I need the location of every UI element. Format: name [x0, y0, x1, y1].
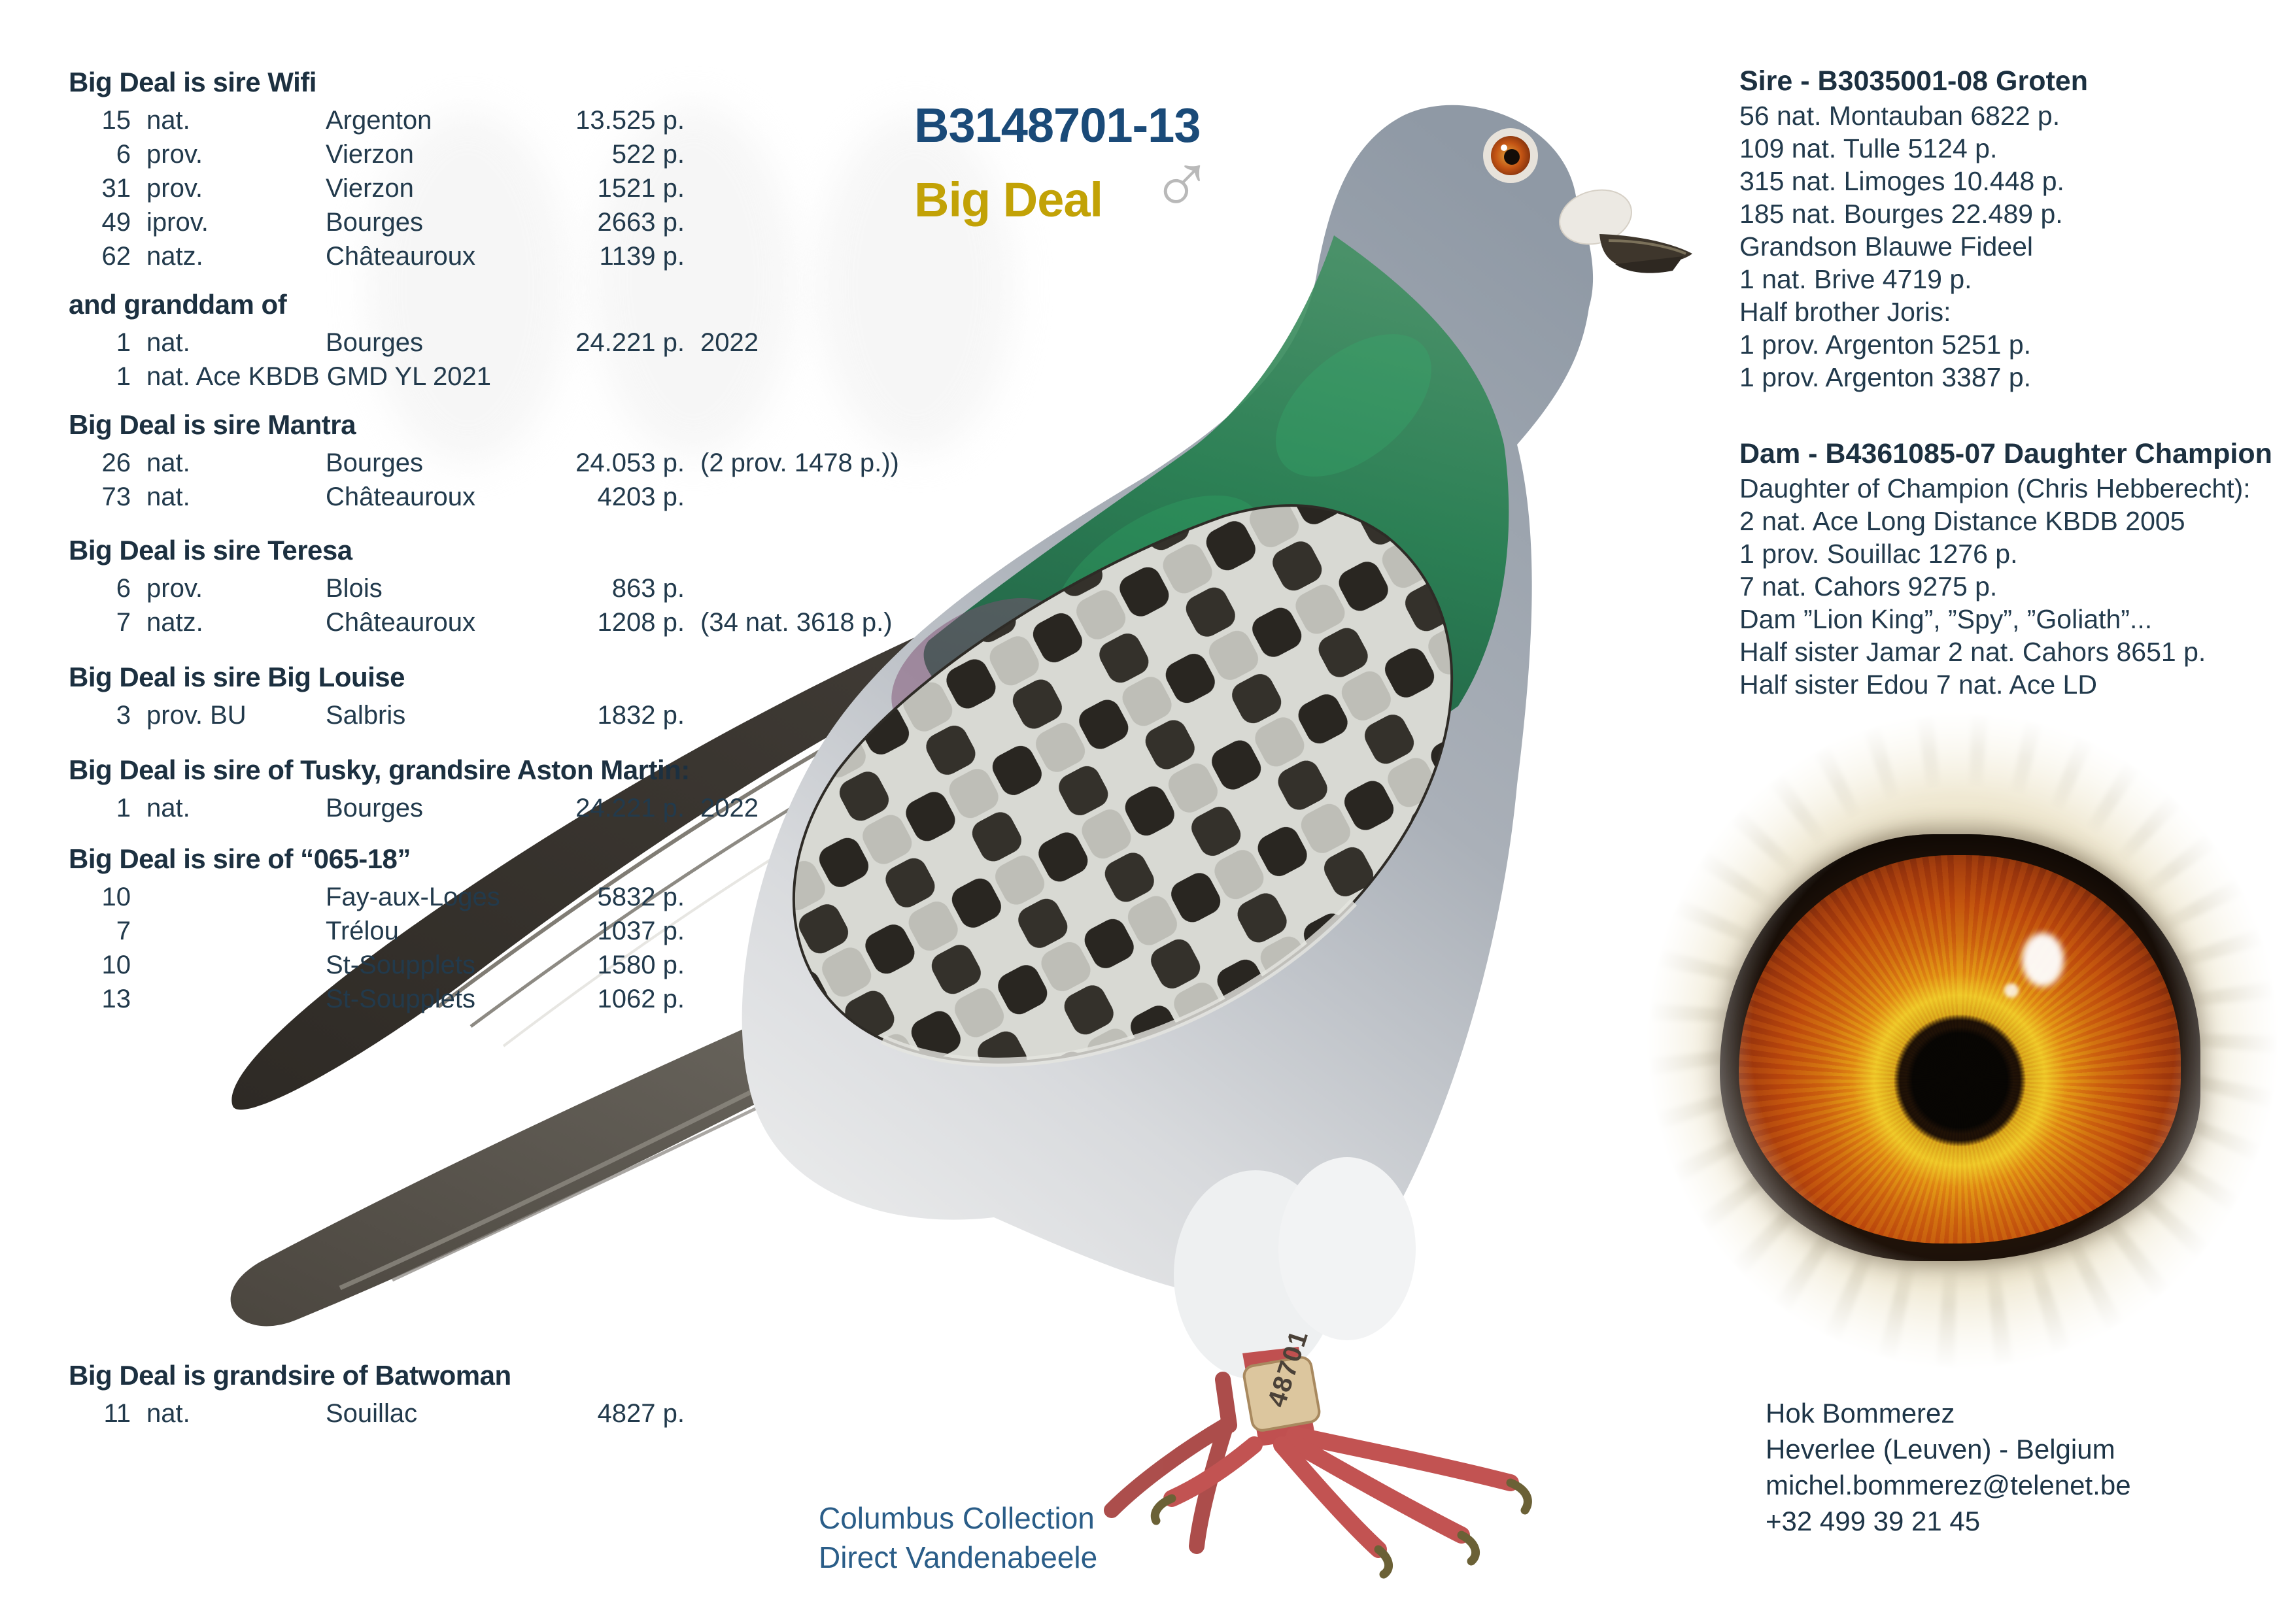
sire-line: Grandson Blauwe Fideel — [1739, 231, 2033, 262]
result-level: prov. — [146, 574, 203, 603]
result-race: Bourges — [326, 794, 423, 822]
result-level — [146, 914, 310, 948]
result-row — [69, 698, 1063, 732]
section-batwoman — [69, 1359, 1063, 1430]
result-rank: 1 — [116, 362, 131, 391]
eye-highlight-small — [2004, 983, 2019, 998]
result-pigeons: 1208 p. — [597, 608, 685, 637]
result-race: Vierzon — [326, 140, 414, 169]
result-race: Châteauroux — [326, 482, 476, 511]
result-pigeons — [564, 360, 685, 394]
result-rank: 62 — [101, 242, 131, 271]
result-rank: 49 — [101, 208, 131, 237]
result-pigeons: 1062 p. — [597, 985, 685, 1013]
result-level: iprov. — [146, 208, 209, 237]
result-pigeons: 13.525 p. — [575, 106, 685, 135]
result-pigeons: 5832 p. — [597, 883, 685, 911]
male-symbol-icon: ♂ — [1150, 136, 1214, 232]
result-row — [69, 605, 1063, 639]
result-rank: 31 — [101, 174, 131, 203]
result-rank: 13 — [101, 985, 131, 1013]
result-race: Châteauroux — [326, 608, 476, 637]
section-heading: Big Deal is sire of “065-18” — [69, 843, 411, 874]
result-race: Salbris — [326, 701, 406, 730]
result-pigeons: 1521 p. — [597, 174, 685, 203]
result-level: nat. — [146, 482, 190, 511]
result-pigeons: 2663 p. — [597, 208, 685, 237]
section-heading: Big Deal is sire of Tusky, grandsire Aston Martin: — [69, 754, 690, 785]
pigeon-feet — [1112, 1327, 1528, 1574]
result-race: Blois — [326, 574, 383, 603]
section-rows — [69, 446, 1063, 514]
result-pigeons: 1139 p. — [599, 242, 685, 271]
section-mantra — [69, 408, 1063, 514]
result-pigeons: 522 p. — [611, 140, 685, 169]
section-rows — [69, 103, 1063, 273]
results-column — [69, 65, 1063, 1430]
result-pigeons: 4203 p. — [597, 482, 685, 511]
result-level: nat. — [146, 448, 190, 477]
section-heading: and granddam of — [69, 289, 287, 320]
section-heading: Big Deal is sire Wifi — [69, 67, 316, 97]
result-level: natz. — [146, 242, 203, 271]
sire-line: 56 nat. Montauban 6822 p. — [1739, 101, 2060, 131]
result-level — [146, 982, 310, 1016]
result-rank: 3 — [116, 701, 131, 730]
dam-line: 7 nat. Cahors 9275 p. — [1739, 571, 1998, 601]
result-race: Bourges — [326, 208, 423, 237]
sire-line: 185 nat. Bourges 22.489 p. — [1739, 199, 2063, 229]
result-pigeons: 1832 p. — [597, 701, 685, 730]
result-rank: 6 — [116, 140, 131, 169]
result-pigeons: 24.221 p. — [575, 794, 685, 822]
result-extra — [700, 698, 1063, 732]
pigeon-eye — [1483, 128, 1538, 183]
result-level: nat. — [146, 106, 190, 135]
section-big-louise — [69, 660, 1063, 732]
result-extra — [700, 171, 1063, 205]
result-race: Souillac — [326, 1399, 418, 1428]
result-race: Fay-aux-Loges — [326, 883, 500, 911]
dam-line: Dam ”Lion King”, ”Spy”, ”Goliath”... — [1739, 604, 2153, 634]
bird-name: Big Deal — [914, 173, 1103, 227]
eye-opening — [1720, 834, 2200, 1261]
contact-line: Hok Bommerez — [1766, 1398, 1955, 1429]
ring-band-number: 48701 — [1262, 1326, 1314, 1411]
result-level: nat. Ace KBDB GMD YL 2021 — [146, 362, 491, 391]
result-rank: 26 — [101, 448, 131, 477]
contact-line: Heverlee (Leuven) - Belgium — [1766, 1434, 2115, 1464]
result-race — [326, 360, 548, 394]
section-heading: Big Deal is grandsire of Batwoman — [69, 1360, 511, 1391]
result-extra — [700, 137, 1063, 171]
result-extra — [700, 1396, 1063, 1430]
result-race: Bourges — [326, 328, 423, 357]
result-level: prov. — [146, 174, 203, 203]
result-level: nat. — [146, 328, 190, 357]
pedigree-column — [1739, 63, 2276, 701]
result-extra — [700, 880, 1063, 914]
section-rows — [69, 1396, 1063, 1430]
dam-lines — [1739, 472, 2276, 701]
result-row — [69, 171, 1063, 205]
result-extra — [700, 948, 1063, 982]
result-pigeons: 24.221 p. — [575, 328, 685, 357]
result-row — [69, 103, 1063, 137]
section-tusky — [69, 753, 1063, 825]
eye-iris-texture — [1739, 855, 2181, 1243]
result-row — [69, 914, 1063, 948]
result-rank: 10 — [101, 883, 131, 911]
result-race: Trélou — [326, 917, 399, 945]
section-granddam — [69, 288, 1063, 394]
dam-line: Half sister Edou 7 nat. Ace LD — [1739, 669, 2097, 700]
result-rank: 7 — [116, 608, 131, 637]
eye-closeup-photo — [1643, 707, 2283, 1374]
dam-block — [1739, 435, 2276, 701]
result-rank: 15 — [101, 106, 131, 135]
result-rank: 1 — [116, 794, 131, 822]
result-level: prov. BU — [146, 701, 247, 730]
result-extra — [700, 205, 1063, 239]
dam-line: Half sister Jamar 2 nat. Cahors 8651 p. — [1739, 637, 2206, 667]
dam-heading: Dam - B4361085-07 Daughter Champion — [1739, 438, 2272, 469]
result-extra — [700, 914, 1063, 948]
result-row — [69, 1396, 1063, 1430]
result-row — [69, 446, 1063, 480]
result-row — [69, 480, 1063, 514]
result-extra — [700, 982, 1063, 1016]
section-065-18 — [69, 842, 1063, 1016]
section-heading: Big Deal is sire Teresa — [69, 535, 352, 566]
ring-number: B3148701-13 — [914, 98, 1201, 152]
collection-line2: Direct Vandenabeele — [819, 1540, 1098, 1574]
result-level: nat. — [146, 794, 190, 822]
result-level: nat. — [146, 1399, 190, 1428]
contact-block — [1766, 1395, 2131, 1539]
eye-highlight — [2022, 933, 2064, 987]
result-extra — [700, 480, 1063, 514]
result-race: Vierzon — [326, 174, 414, 203]
result-extra — [700, 239, 1063, 273]
sire-line: 315 nat. Limoges 10.448 p. — [1739, 166, 2064, 196]
result-rank: 7 — [116, 917, 131, 945]
result-level: prov. — [146, 140, 203, 169]
result-rank: 10 — [101, 951, 131, 979]
section-wifi — [69, 65, 1063, 273]
result-race: St-Soupplets — [326, 951, 476, 979]
result-extra: (34 nat. 3618 p.) — [700, 608, 893, 637]
result-pigeons: 4827 p. — [597, 1399, 685, 1428]
result-pigeons: 863 p. — [611, 574, 685, 603]
result-level — [146, 880, 310, 914]
collection-credit — [819, 1498, 1097, 1577]
contact-line: +32 499 39 21 45 — [1766, 1506, 1981, 1536]
sire-line: Half brother Joris: — [1739, 297, 1951, 327]
sire-lines — [1739, 99, 2276, 394]
result-extra: (2 prov. 1478 p.)) — [700, 448, 899, 477]
dam-line: 2 nat. Ace Long Distance KBDB 2005 — [1739, 506, 2185, 536]
result-rank: 73 — [101, 482, 131, 511]
result-row — [69, 137, 1063, 171]
section-rows — [69, 880, 1063, 1016]
section-rows — [69, 571, 1063, 639]
contact-line: michel.bommerez@telenet.be — [1766, 1470, 2131, 1500]
result-race: Bourges — [326, 448, 423, 477]
result-row — [69, 791, 1063, 825]
result-race: Argenton — [326, 106, 432, 135]
sire-line: 1 prov. Argenton 3387 p. — [1739, 362, 2032, 392]
section-rows — [69, 326, 1063, 394]
result-row — [69, 982, 1063, 1016]
result-level: natz. — [146, 608, 203, 637]
dam-line: Daughter of Champion (Chris Hebberecht): — [1739, 473, 2251, 503]
result-rank: 1 — [116, 328, 131, 357]
result-race: Châteauroux — [326, 242, 476, 271]
result-rank: 11 — [103, 1399, 131, 1428]
eye-iris — [1739, 855, 2181, 1243]
section-heading: Big Deal is sire Mantra — [69, 409, 356, 440]
result-extra: 2022 — [700, 794, 759, 822]
sire-block — [1739, 63, 2276, 394]
result-race: St-Soupplets — [326, 985, 476, 1013]
result-rank: 6 — [116, 574, 131, 603]
result-pigeons: 1037 p. — [597, 917, 685, 945]
result-row — [69, 948, 1063, 982]
result-extra — [700, 103, 1063, 137]
result-row — [69, 880, 1063, 914]
section-teresa — [69, 533, 1063, 639]
result-level — [146, 948, 310, 982]
sire-line: 1 nat. Brive 4719 p. — [1739, 264, 1972, 294]
result-extra — [700, 360, 1063, 394]
result-row — [69, 326, 1063, 360]
result-row — [69, 205, 1063, 239]
section-rows — [69, 698, 1063, 732]
sire-line: 109 nat. Tulle 5124 p. — [1739, 133, 1998, 163]
result-row — [69, 571, 1063, 605]
sire-heading: Sire - B3035001-08 Groten — [1739, 65, 2088, 97]
section-rows — [69, 791, 1063, 825]
result-extra: 2022 — [700, 328, 759, 357]
result-pigeons: 24.053 p. — [575, 448, 685, 477]
sire-line: 1 prov. Argenton 5251 p. — [1739, 330, 2032, 360]
dam-line: 1 prov. Souillac 1276 p. — [1739, 539, 2018, 569]
result-extra — [700, 571, 1063, 605]
collection-line1: Columbus Collection — [819, 1501, 1095, 1535]
section-heading: Big Deal is sire Big Louise — [69, 662, 405, 692]
result-pigeons: 1580 p. — [597, 951, 685, 979]
result-row — [69, 360, 1063, 394]
result-row — [69, 239, 1063, 273]
